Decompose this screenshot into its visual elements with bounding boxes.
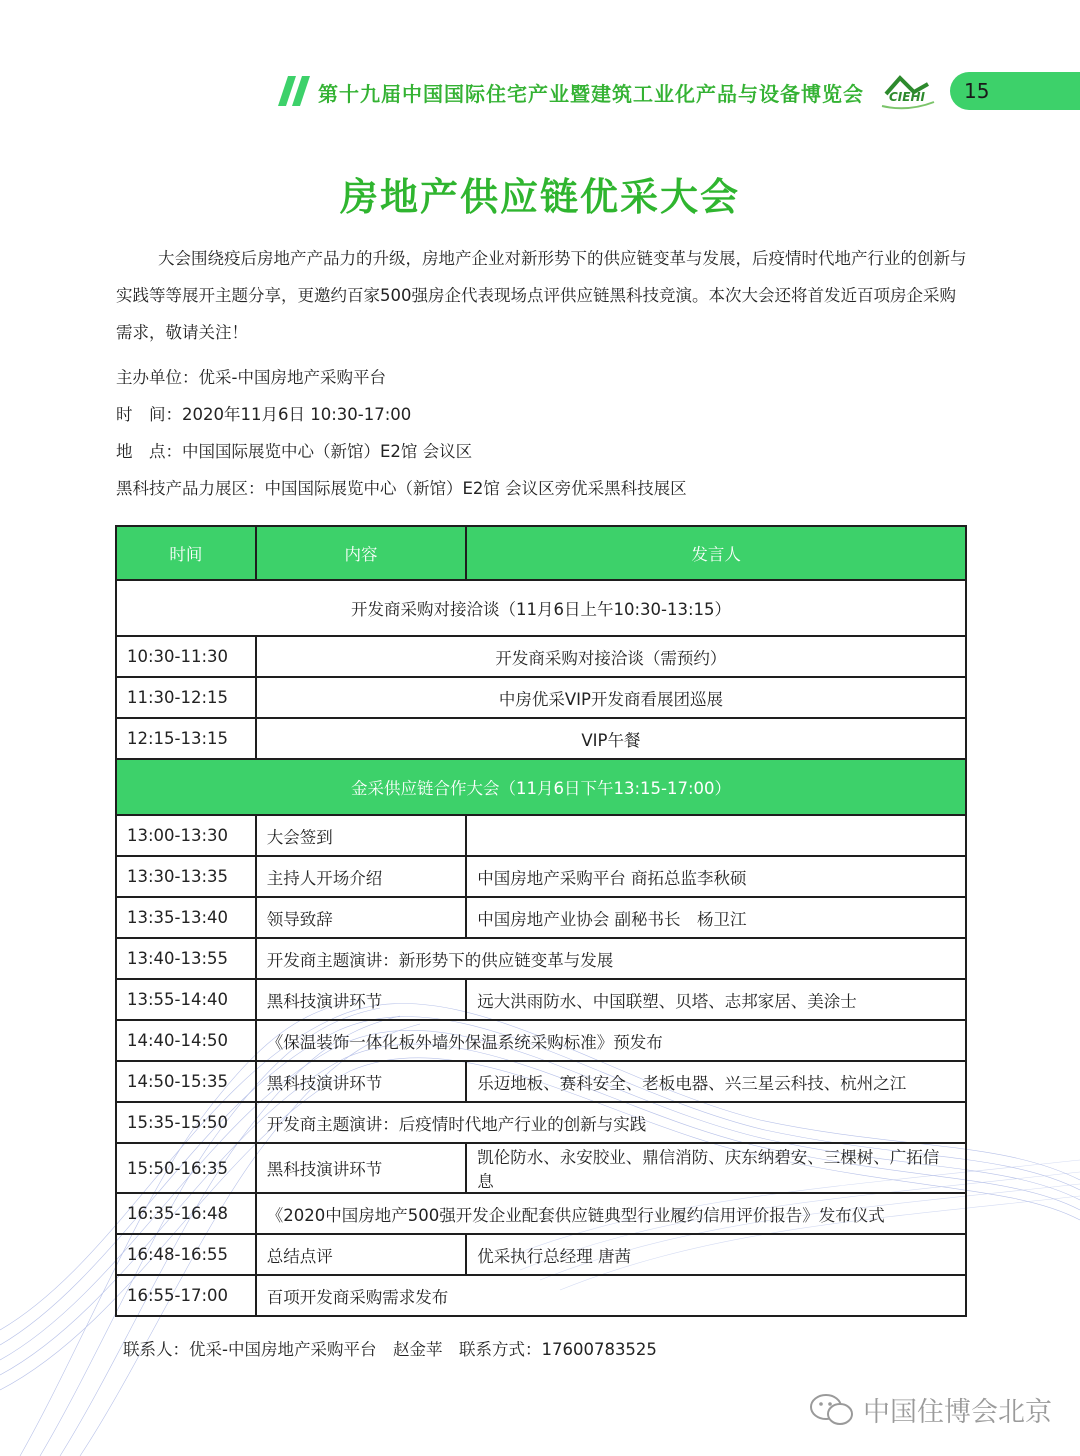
content-cell: 主持人开场介绍: [256, 856, 466, 897]
speaker-cell: 优采执行总经理 唐茜: [466, 1234, 966, 1275]
watermark-text: [815, 1390, 1052, 1429]
intro-paragraph: 大会围绕疫后房地产产品力的升级，房地产企业对新形势下的供应链变革与发展，后疫情时代地产行业的创新与实践等等展开主题分享，更邀约百家500强房企代表现场点评供应链黑科技竞演。本次大会还将首发近百项房企采购需求，敬请关注！: [116, 249, 967, 342]
page-number-tab: [950, 72, 1080, 110]
time-cell: 12:15-13:15: [116, 718, 256, 759]
content-cell: 百项开发商采购需求发布: [256, 1275, 966, 1316]
schedule-table: [115, 525, 967, 1317]
page-number: 15: [964, 79, 990, 103]
speaker-cell: 中国房地产采购平台 商拓总监李秋硕: [466, 856, 966, 897]
time-cell: 10:30-11:30: [116, 636, 256, 677]
table-row: [116, 677, 966, 718]
time-cell: 16:35-16:48: [116, 1193, 256, 1234]
page-title: 房地产供应链优采大会: [339, 174, 740, 219]
section-title: 开发商采购对接洽谈（11月6日上午10:30-13:15）: [116, 580, 966, 636]
section-row: [116, 580, 966, 636]
table-row: [116, 856, 966, 897]
table-row: [116, 718, 966, 759]
content-cell: 黑科技演讲环节: [256, 1061, 466, 1102]
content-cell: 开发商主题演讲：新形势下的供应链变革与发展: [256, 938, 966, 979]
time-cell: 13:30-13:35: [116, 856, 256, 897]
time-cell: 15:35-15:50: [116, 1102, 256, 1143]
time-cell: 14:40-14:50: [116, 1020, 256, 1061]
contact-line: 联系人：优采-中国房地产采购平台 赵金苹 联系方式：17600783525: [123, 1340, 657, 1359]
content-cell: 开发商采购对接洽谈（需预约）: [256, 636, 966, 677]
content-cell: VIP午餐: [256, 718, 966, 759]
time-cell: 11:30-12:15: [116, 677, 256, 718]
speaker-cell: 乐迈地板、赛科安全、老板电器、兴三星云科技、杭州之江: [466, 1061, 966, 1102]
speaker-cell: 凯伦防水、永安胶业、鼎信消防、庆东纳碧安、三棵树、广拓信息: [466, 1143, 966, 1193]
info-venue: [116, 438, 472, 462]
table-row: [116, 1234, 966, 1275]
info-label: 黑科技产品力展区：: [116, 479, 265, 498]
info-label: 地 点：: [116, 442, 182, 461]
table-row: [116, 938, 966, 979]
table-row: [116, 636, 966, 677]
time-cell: 13:00-13:30: [116, 815, 256, 856]
time-cell: 16:48-16:55: [116, 1234, 256, 1275]
time-cell: 13:40-13:55: [116, 938, 256, 979]
table-row: [116, 815, 966, 856]
content-cell: 总结点评: [256, 1234, 466, 1275]
section-title: 金采供应链合作大会（11月6日下午13:15-17:00）: [116, 759, 966, 815]
table-row: [116, 1020, 966, 1061]
table-row: [116, 1102, 966, 1143]
content-cell: 中房优采VIP开发商看展团巡展: [256, 677, 966, 718]
expo-title: 第十九届中国国际住宅产业暨建筑工业化产品与设备博览会: [318, 82, 864, 106]
time-cell: 13:35-13:40: [116, 897, 256, 938]
table-header-row: [116, 526, 966, 580]
double-slash-decoration-icon: [278, 76, 312, 106]
watermark-label: 中国住博会北京: [863, 1397, 1052, 1428]
section-row: [116, 759, 966, 815]
info-value: 优采-中国房地产采购平台: [198, 368, 386, 387]
time-cell: 13:55-14:40: [116, 979, 256, 1020]
info-label: 时 间：: [116, 405, 182, 424]
time-cell: 14:50-15:35: [116, 1061, 256, 1102]
time-cell: 15:50-16:35: [116, 1143, 256, 1193]
table-row: [116, 979, 966, 1020]
col-header-speaker: 发言人: [466, 526, 966, 580]
content-cell: 大会签到: [256, 815, 466, 856]
speaker-cell: 远大洪雨防水、中国联塑、贝塔、志邦家居、美涂士: [466, 979, 966, 1020]
info-exhibit-area: [116, 475, 687, 499]
info-value: 2020年11月6日 10:30-17:00: [182, 405, 412, 424]
content-cell: 黑科技演讲环节: [256, 1143, 466, 1193]
content-cell: 领导致辞: [256, 897, 466, 938]
table-row: [116, 1275, 966, 1316]
time-cell: 16:55-17:00: [116, 1275, 256, 1316]
content-cell: 黑科技演讲环节: [256, 979, 466, 1020]
table-row: [116, 897, 966, 938]
speaker-cell: 中国房地产业协会 副秘书长 杨卫江: [466, 897, 966, 938]
page-header: [0, 72, 1080, 112]
info-value: 中国国际展览中心（新馆）E2馆 会议区: [182, 442, 473, 461]
info-time: [116, 401, 411, 425]
info-label: 主办单位：: [116, 368, 199, 387]
col-header-content: 内容: [256, 526, 466, 580]
content-cell: 《保温装饰一体化板外墙外保温系统采购标准》预发布: [256, 1020, 966, 1061]
info-value: 中国国际展览中心（新馆）E2馆 会议区旁优采黑科技展区: [264, 479, 687, 498]
info-organizer: [116, 364, 386, 388]
table-row: [116, 1193, 966, 1234]
content-cell: 《2020中国房地产500强开发企业配套供应链典型行业履约信用评价报告》发布仪式: [256, 1193, 966, 1234]
table-row: [116, 1061, 966, 1102]
speaker-cell: [466, 815, 966, 856]
content-cell: 开发商主题演讲：后疫情时代地产行业的创新与实践: [256, 1102, 966, 1143]
table-row: [116, 1143, 966, 1193]
logo-text: CIEHI: [889, 90, 925, 104]
col-header-time: 时间: [116, 526, 256, 580]
